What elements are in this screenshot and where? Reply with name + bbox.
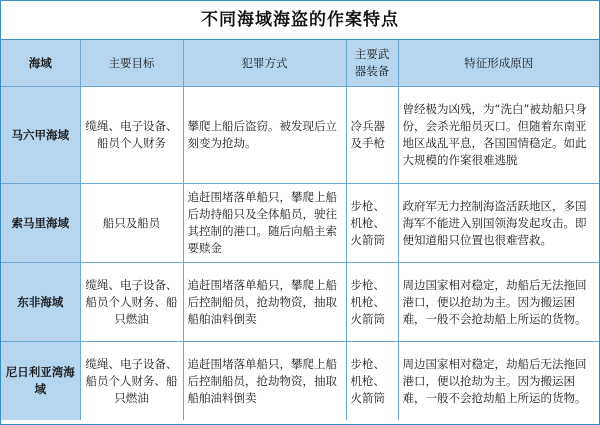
table-row xyxy=(1,87,599,184)
weapons-cell: 步枪、机枪、火箭筒 xyxy=(346,342,398,421)
table-title: 不同海域海盗的作案特点 xyxy=(1,1,599,40)
weapons-cell: 冷兵器及手枪 xyxy=(346,87,398,184)
header-weapons: 主要武器装备 xyxy=(346,40,398,87)
header-row xyxy=(1,40,599,87)
target-cell: 缆绳、电子设备、船员个人财务、船只燃油 xyxy=(80,342,183,421)
table-row xyxy=(1,184,599,263)
target-cell: 缆绳、电子设备、船员个人财务、船只燃油 xyxy=(80,263,183,342)
table-row xyxy=(1,263,599,342)
header-target: 主要目标 xyxy=(80,40,183,87)
region-cell: 索马里海域 xyxy=(1,184,80,263)
weapons-cell: 步枪、机枪、火箭筒 xyxy=(346,263,398,342)
method-cell: 攀爬上船后盗窃。被发现后立刻变为抢劫。 xyxy=(183,87,346,184)
method-cell: 追赶围堵落单船只，攀爬上船后控制船员，抢劫物资，抽取船舶油料倒卖 xyxy=(183,342,346,421)
header-region: 海域 xyxy=(1,40,80,87)
reason-cell: 曾经极为凶残，为“洗白”被劫船只身份，会杀光船员灭口。但随着东南亚地区战乱平息，各国国情稳定。如此大规模的作案很难逃脱 xyxy=(398,87,599,184)
header-method: 犯罪方式 xyxy=(183,40,346,87)
region-cell: 东非海域 xyxy=(1,263,80,342)
region-cell: 马六甲海域 xyxy=(1,87,80,184)
method-cell: 追赶围堵落单船只，攀爬上船后劫持船只及全体船员，驶往其控制的港口。随后向船主索要赎金 xyxy=(183,184,346,263)
header-reason: 特征形成原因 xyxy=(398,40,599,87)
target-cell: 缆绳、电子设备、船员个人财务 xyxy=(80,87,183,184)
target-cell: 船只及船员 xyxy=(80,184,183,263)
reason-cell: 政府军无力控制海盗活跃地区，多国海军不能进入别国领海发起攻击。即便知道船只位置也很难营救。 xyxy=(398,184,599,263)
reason-cell: 周边国家相对稳定，劫船后无法拖回港口，便以抢劫为主。因为搬运困难，一般不会抢劫船上所运的货物。 xyxy=(398,263,599,342)
pirate-features-table xyxy=(1,40,599,420)
weapons-cell: 步枪、机枪、火箭筒 xyxy=(346,184,398,263)
method-cell: 追赶围堵落单船只，攀爬上船后控制船员，抢劫物资，抽取船舶油料倒卖 xyxy=(183,263,346,342)
table-row xyxy=(1,342,599,421)
reason-cell: 周边国家相对稳定，劫船后无法拖回港口，便以抢劫为主。因为搬运困难，一般不会抢劫船上所运的货物。 xyxy=(398,342,599,421)
region-cell: 尼日利亚湾海域 xyxy=(1,342,80,421)
